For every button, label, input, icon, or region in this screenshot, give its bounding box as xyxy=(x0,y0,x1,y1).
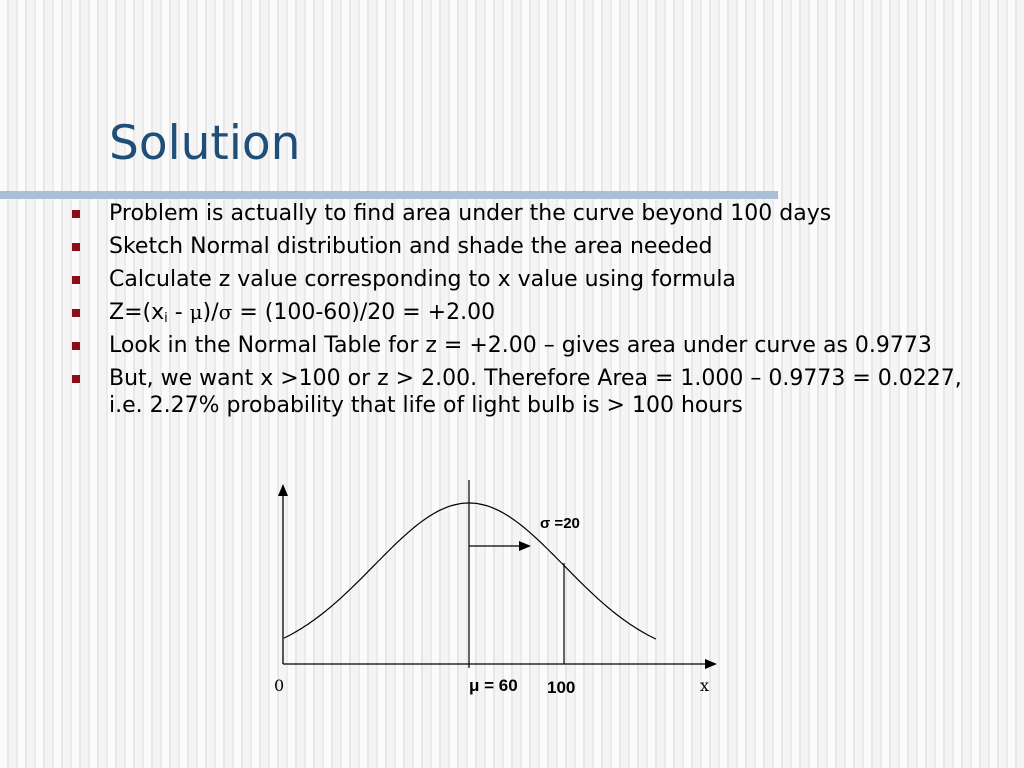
mean-label: μ = 60 xyxy=(469,676,518,695)
normal-curve xyxy=(284,503,656,639)
sigma-arrow-head-icon xyxy=(519,541,531,551)
slide-title: Solution xyxy=(109,116,301,171)
formula-minus: - xyxy=(167,300,190,325)
bullet-text: But, we want x >100 or z > 2.00. Therefore Area = 1.000 – 0.9773 = 0.0227, i.e. 2.27% probability that life of light bulb is > 100 hours xyxy=(109,366,962,418)
cutoff-label: 100 xyxy=(547,678,576,697)
formula-lead: Z=(x xyxy=(109,300,165,325)
y-axis-arrow-icon xyxy=(278,484,288,496)
bullet-text: Calculate z value corresponding to x value using formula xyxy=(109,267,736,292)
formula-slash: )/ xyxy=(202,300,219,325)
formula-subscript: i xyxy=(164,311,168,326)
bullet-text: Look in the Normal Table for z = +2.00 – gives area under curve as 0.9773 xyxy=(109,333,932,358)
formula-sigma: σ xyxy=(218,300,233,324)
bullet-text: Sketch Normal distribution and shade the area needed xyxy=(109,234,713,259)
formula-mu: μ xyxy=(189,300,203,324)
bullet-text: Problem is actually to find area under the curve beyond 100 days xyxy=(109,201,832,226)
x-axis-label: x xyxy=(700,676,710,695)
sigma-label: σ =20 xyxy=(540,515,580,532)
x-axis-arrow-icon xyxy=(705,659,717,669)
origin-label: 0 xyxy=(274,676,285,695)
formula-rest: = (100-60)/20 = +2.00 xyxy=(232,300,496,325)
